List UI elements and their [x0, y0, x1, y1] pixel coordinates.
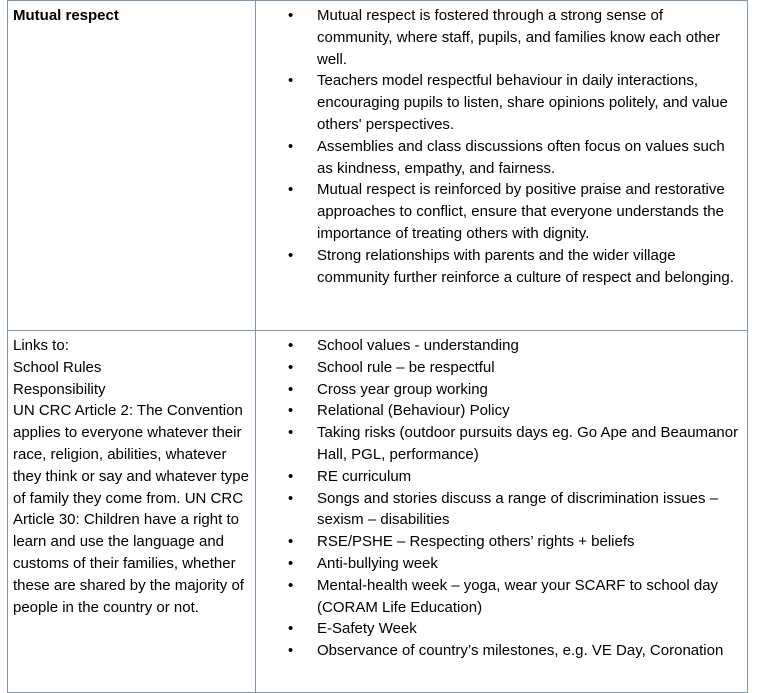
list-item: • E-Safety Week: [256, 618, 739, 640]
row-bullets-cell: [256, 1, 748, 331]
list-item: • Mental-health week – yoga, wear your SCARF to school day (CORAM Life Education): [256, 575, 739, 619]
links-item: Responsibility: [13, 380, 106, 398]
list-item: • Mutual respect is fostered through a strong sense of community, where staff, pupils, and families know each other well.: [256, 5, 739, 70]
list-item: • Songs and stories discuss a range of discrimination issues – sexism – disabilities: [256, 488, 739, 532]
list-item: • Observance of country’s milestones, e.g. VE Day, Coronation: [256, 640, 739, 662]
values-table: [7, 0, 748, 693]
row-heading-cell: [8, 1, 256, 331]
list-item: • Assemblies and class discussions often focus on values such as kindness, empathy, and fairness.: [256, 136, 739, 180]
links-item: UN CRC Article 2: The Convention applies to everyone whatever their race, religion, abilities, whatever they think or say and whatever type of family they come from. UN CRC Article 30: Children have a right to learn and use the language and customs of their families, whether these are shared by the majority of people in the country or not.: [13, 402, 249, 616]
list-item: • Cross year group working: [256, 379, 739, 401]
links-item: School Rules: [13, 358, 102, 376]
table-row: [8, 1, 748, 331]
list-item: • Relational (Behaviour) Policy: [256, 400, 739, 422]
list-item: • RSE/PSHE – Respecting others’ rights + beliefs: [256, 531, 739, 553]
list-item: • School values - understanding: [256, 335, 739, 357]
list-item: • Mutual respect is reinforced by positive praise and restorative approaches to conflict, ensure that everyone understands the importance of treating others with dignity.: [256, 179, 739, 244]
list-item: • Taking risks (outdoor pursuits days eg. Go Ape and Beaumanor Hall, PGL, performance): [256, 422, 739, 466]
links-label: Links to:: [13, 337, 69, 354]
row-bullets-cell: [256, 331, 748, 693]
list-item: • School rule – be respectful: [256, 357, 739, 379]
table-row: [8, 331, 748, 693]
bullet-list: [256, 5, 739, 288]
list-item: • RE curriculum: [256, 466, 739, 488]
links-cell: [8, 331, 256, 693]
links-list: [13, 335, 250, 618]
list-item: • Teachers model respectful behaviour in daily interactions, encouraging pupils to listen, share opinions politely, and value others' perspectives.: [256, 70, 739, 135]
bullet-list: [256, 335, 739, 662]
list-item: • Strong relationships with parents and the wider village community further reinforce a culture of respect and belonging.: [256, 245, 739, 289]
section-heading: Mutual respect: [13, 7, 119, 24]
list-item: • Anti-bullying week: [256, 553, 739, 575]
